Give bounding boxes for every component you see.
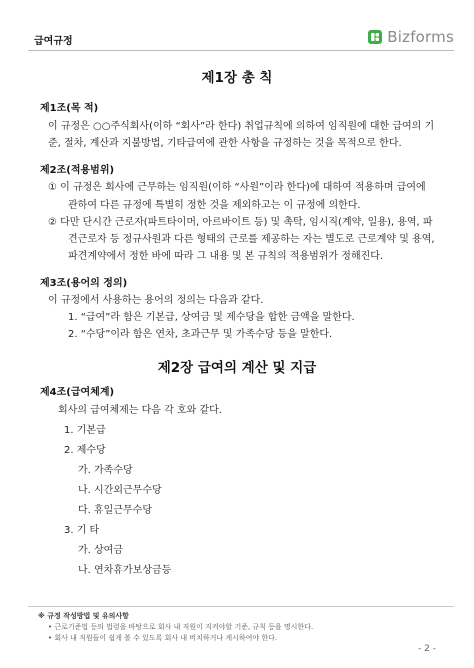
article-1-title: 제1조(목 적): [40, 103, 99, 114]
article-4-text: 회사의 급여체제는 다음 각 호와 같다.: [58, 405, 222, 416]
brand-name: Bizforms: [387, 28, 454, 46]
page-number: - 2 -: [418, 644, 436, 654]
article-1-text: 이 규정은 ○○주식회사(이하 “회사”라 한다) 취업규칙에 의하여 임직원에 대한 급여의 기: [48, 121, 435, 132]
article-3-item: 1. “급여”라 함은 기본급, 상여금 및 제수당을 합한 금액을 말한다.: [68, 312, 355, 323]
article-4-item: 2. 제수당: [64, 445, 106, 456]
bizforms-logo-icon: [367, 29, 383, 45]
article-2-text: ② 다만 단시간 근로자(파트타이머, 아르바이트 등) 및 촉탁, 임시직(계약, 일용), 용역, 파: [48, 217, 433, 228]
article-4-title: 제4조(급여체계): [40, 387, 115, 398]
article-4-subitem: 나. 시간외근무수당: [78, 485, 162, 496]
article-2-text: ① 이 규정은 회사에 근무하는 임직원(이하 “사원”이라 한다)에 대하여 적용하며 급여에: [48, 182, 426, 193]
article-4-item: 1. 기본급: [64, 425, 106, 436]
footnote-item: • 근로기준법 등의 법령을 바탕으로 회사 내 직원이 지켜야할 기준, 규칙 등을 명시한다.: [48, 623, 314, 631]
footnote-item: • 회사 내 직원들이 쉽게 볼 수 있도록 회사 내 비치하거나 게시하여야 한다.: [48, 634, 278, 642]
article-2-text: 견근로자 등 정규사원과 다른 형태의 근로를 제공하는 자는 별도로 근로계약 및 용역,: [68, 234, 435, 245]
footnote-title: ※ 규정 작성방법 및 유의사항: [38, 612, 129, 620]
article-4-item: 3. 기 타: [64, 525, 100, 536]
article-4-subitem: 다. 휴일근무수당: [78, 505, 152, 516]
footer-divider: [28, 606, 454, 607]
article-4-subitem: 나. 연차휴가보상금등: [78, 565, 172, 576]
article-1-text: 준, 절차, 계산과 지불방법, 기타급여에 관한 사항을 규정하는 것을 목적으로 한다.: [48, 138, 402, 149]
chapter-1-title: 제1장 총 칙: [201, 70, 273, 86]
article-2-title: 제2조(적용범위): [40, 165, 115, 176]
article-2-text: 관하여 다른 규정에 특별히 정한 것을 제외하고는 이 규정에 의한다.: [68, 200, 361, 211]
article-4-subitem: 가. 상여금: [78, 545, 123, 556]
article-4-subitem: 가. 가족수당: [78, 465, 133, 476]
article-3-text: 이 규정에서 사용하는 용어의 정의는 다음과 같다.: [48, 295, 264, 306]
article-2-text: 파견계약에서 정한 바에 따라 그 내용 및 본 규칙의 적용범위가 정해진다.: [68, 251, 384, 262]
article-3-title: 제3조(용어의 정의): [40, 278, 128, 289]
header-divider: [28, 50, 454, 51]
document-title: 급여규정: [34, 36, 73, 47]
chapter-2-title: 제2장 급여의 계산 및 지급: [157, 360, 317, 376]
brand: [367, 28, 454, 46]
page-header: [28, 26, 454, 48]
article-3-item: 2. “수당”이라 함은 연차, 초과근무 및 가족수당 등을 말한다.: [68, 329, 333, 340]
